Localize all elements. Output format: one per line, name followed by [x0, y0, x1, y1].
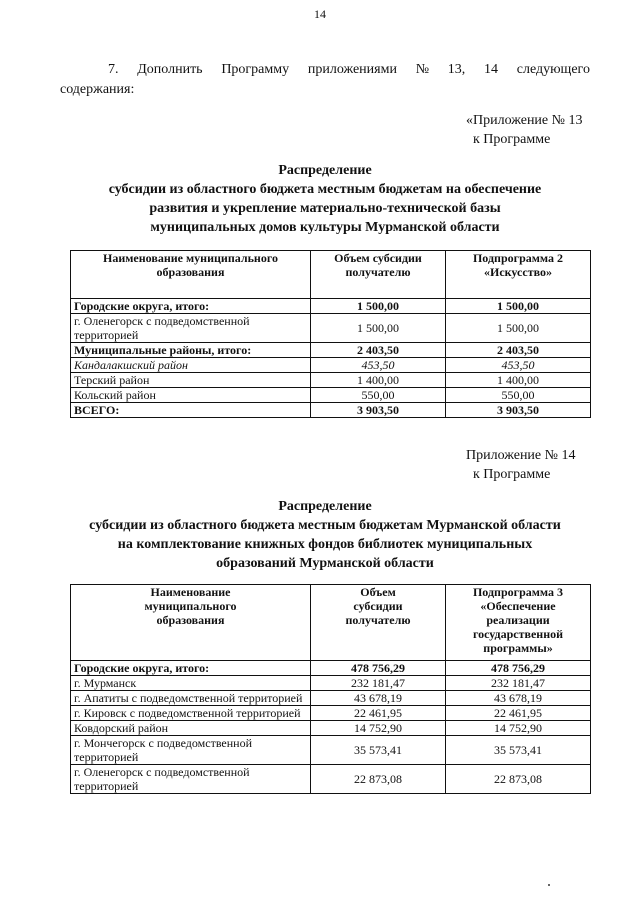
- heading-13: [60, 161, 590, 237]
- cell-volume: 1 400,00: [311, 373, 446, 388]
- cell-subprogram: 1 500,00: [446, 299, 591, 314]
- appendix-13-line-1: «Приложение № 13: [466, 113, 583, 128]
- table-row: [71, 373, 591, 388]
- header-name: Наименование муниципального образования: [71, 585, 311, 661]
- table-row: [71, 765, 591, 794]
- cell-volume: 232 181,47: [311, 676, 446, 691]
- cell-subprogram: 43 678,19: [446, 691, 591, 706]
- header-volume: Объем субсидии получателю: [311, 251, 446, 299]
- cell-name: Кандалакшский район: [71, 358, 311, 373]
- table-row: [71, 661, 591, 676]
- table-row: [71, 403, 591, 418]
- cell-volume: 3 903,50: [311, 403, 446, 418]
- intro-word: №: [415, 62, 430, 77]
- table-row: [71, 706, 591, 721]
- heading-14: [60, 497, 590, 573]
- cell-name: г. Мончегорск с подведомственной территорией: [71, 736, 311, 765]
- cell-name: г. Кировск с подведомственной территорией: [71, 706, 311, 721]
- header-subprogram: Подпрограмма 3 «Обеспечение реализации государственной программы»: [446, 585, 591, 661]
- intro-word: Программу: [221, 62, 290, 77]
- header-subprogram: Подпрограмма 2 «Искусство»: [446, 251, 591, 299]
- appendix-14-label: [466, 446, 576, 484]
- page-mark: [548, 884, 550, 886]
- cell-name: г. Оленегорск с подведомственной территорией: [71, 765, 311, 794]
- cell-volume: 478 756,29: [311, 661, 446, 676]
- heading-14-line: субсидии из областного бюджета местным бюджетам Мурманской области: [89, 518, 561, 533]
- table-row: [71, 721, 591, 736]
- cell-volume: 1 500,00: [311, 299, 446, 314]
- intro-word: 14: [484, 62, 499, 77]
- cell-subprogram: 22 873,08: [446, 765, 591, 794]
- table-row: [71, 299, 591, 314]
- appendix-13-line-2: к Программе: [473, 132, 551, 147]
- table-row: [71, 676, 591, 691]
- cell-subprogram: 14 752,90: [446, 721, 591, 736]
- cell-subprogram: 22 461,95: [446, 706, 591, 721]
- cell-name: Ковдорский район: [71, 721, 311, 736]
- cell-subprogram: 478 756,29: [446, 661, 591, 676]
- page-number: 14: [314, 7, 326, 21]
- intro-word: Дополнить: [137, 62, 203, 77]
- header-volume: Объем субсидии получателю: [311, 585, 446, 661]
- intro-word: 13,: [447, 62, 466, 77]
- heading-13-line: муниципальных домов культуры Мурманской области: [150, 220, 500, 235]
- heading-13-line: развития и укрепление материально-технической базы: [149, 201, 501, 216]
- appendix-13-label: [466, 111, 583, 149]
- cell-volume: 1 500,00: [311, 314, 446, 343]
- heading-14-line: образований Мурманской области: [216, 556, 434, 571]
- intro-line-1: [60, 60, 590, 80]
- cell-name: Городские округа, итого:: [71, 661, 311, 676]
- cell-volume: 14 752,90: [311, 721, 446, 736]
- cell-subprogram: 3 903,50: [446, 403, 591, 418]
- cell-name: Терский район: [71, 373, 311, 388]
- table-13: [70, 250, 591, 418]
- cell-volume: 43 678,19: [311, 691, 446, 706]
- intro-paragraph: [60, 60, 590, 100]
- table-row: [71, 343, 591, 358]
- table-13-header-row: [71, 251, 591, 299]
- heading-14-line: Распределение: [278, 499, 372, 514]
- appendix-14-line-1: Приложение № 14: [466, 448, 576, 463]
- cell-volume: 550,00: [311, 388, 446, 403]
- cell-subprogram: 550,00: [446, 388, 591, 403]
- table-row: [71, 691, 591, 706]
- cell-name: г. Мурманск: [71, 676, 311, 691]
- cell-subprogram: 453,50: [446, 358, 591, 373]
- cell-subprogram: 1 500,00: [446, 314, 591, 343]
- cell-subprogram: 232 181,47: [446, 676, 591, 691]
- cell-name: Кольский район: [71, 388, 311, 403]
- cell-subprogram: 1 400,00: [446, 373, 591, 388]
- cell-volume: 22 873,08: [311, 765, 446, 794]
- appendix-14-line-2: к Программе: [473, 467, 551, 482]
- table-row: [71, 358, 591, 373]
- heading-13-line: Распределение: [278, 163, 372, 178]
- intro-word: 7.: [108, 62, 119, 77]
- intro-word: приложениями: [307, 62, 397, 77]
- cell-volume: 35 573,41: [311, 736, 446, 765]
- cell-volume: 2 403,50: [311, 343, 446, 358]
- header-name: Наименование муниципального образования: [71, 251, 311, 299]
- cell-name: ВСЕГО:: [71, 403, 311, 418]
- table-row: [71, 314, 591, 343]
- cell-volume: 453,50: [311, 358, 446, 373]
- cell-name: Городские округа, итого:: [71, 299, 311, 314]
- cell-name: Муниципальные районы, итого:: [71, 343, 311, 358]
- cell-volume: 22 461,95: [311, 706, 446, 721]
- heading-14-line: на комплектование книжных фондов библиотек муниципальных: [117, 537, 533, 552]
- cell-name: г. Оленегорск с подведомственной территорией: [71, 314, 311, 343]
- table-14-header-row: [71, 585, 591, 661]
- cell-subprogram: 35 573,41: [446, 736, 591, 765]
- table-row: [71, 388, 591, 403]
- intro-word: следующего: [516, 62, 590, 77]
- cell-subprogram: 2 403,50: [446, 343, 591, 358]
- intro-line-2: содержания:: [60, 82, 135, 97]
- heading-13-line: субсидии из областного бюджета местным бюджетам на обеспечение: [108, 182, 542, 197]
- cell-name: г. Апатиты с подведомственной территорией: [71, 691, 311, 706]
- table-14: [70, 584, 591, 794]
- table-row: [71, 736, 591, 765]
